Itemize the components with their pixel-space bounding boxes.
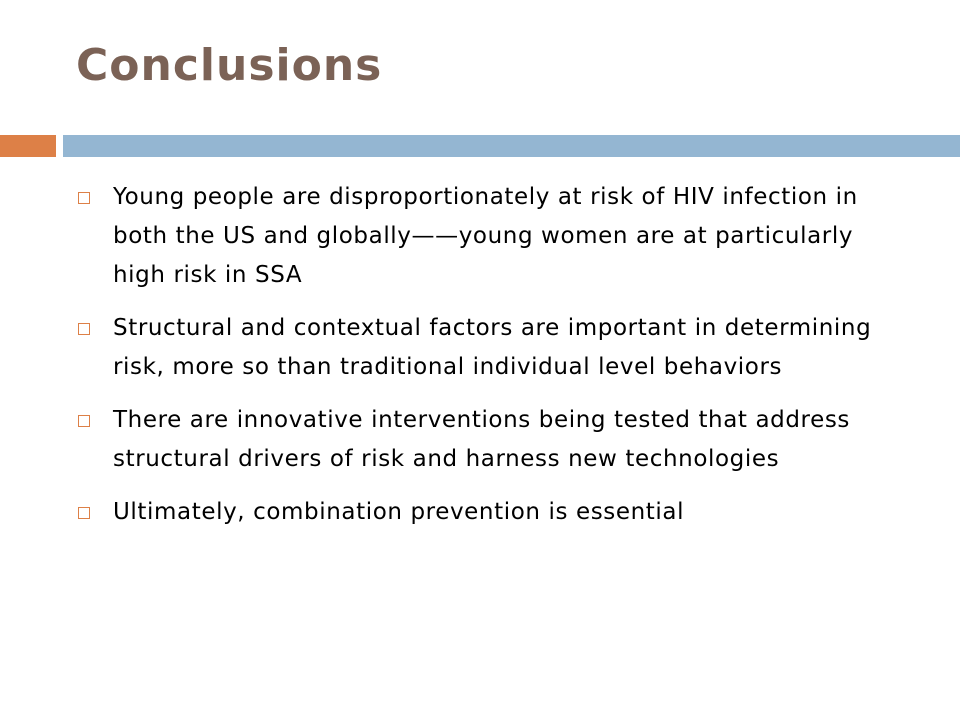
bullet-text: Young people are disproportionately at risk of HIV infection in both the US and globally——young women are at particularly high risk in SSA	[113, 184, 858, 288]
bullet-item	[78, 401, 878, 479]
hollow-square-icon	[78, 192, 90, 204]
hollow-square-icon	[78, 323, 90, 335]
title-rule-accent	[0, 135, 56, 157]
title-rule-bar	[63, 135, 960, 157]
bullet-text: Ultimately, combination prevention is essential	[113, 499, 685, 525]
bullet-text: Structural and contextual factors are important in determining risk, more so than traditional individual level behaviors	[113, 315, 872, 380]
bullet-item	[78, 493, 878, 532]
bullet-item	[78, 309, 878, 387]
bullet-list	[78, 178, 878, 546]
slide-title: Conclusions	[76, 40, 383, 91]
hollow-square-icon	[78, 507, 90, 519]
bullet-item	[78, 178, 878, 295]
bullet-text: There are innovative interventions being tested that address structural drivers of risk and harness new technologies	[113, 407, 851, 472]
hollow-square-icon	[78, 415, 90, 427]
